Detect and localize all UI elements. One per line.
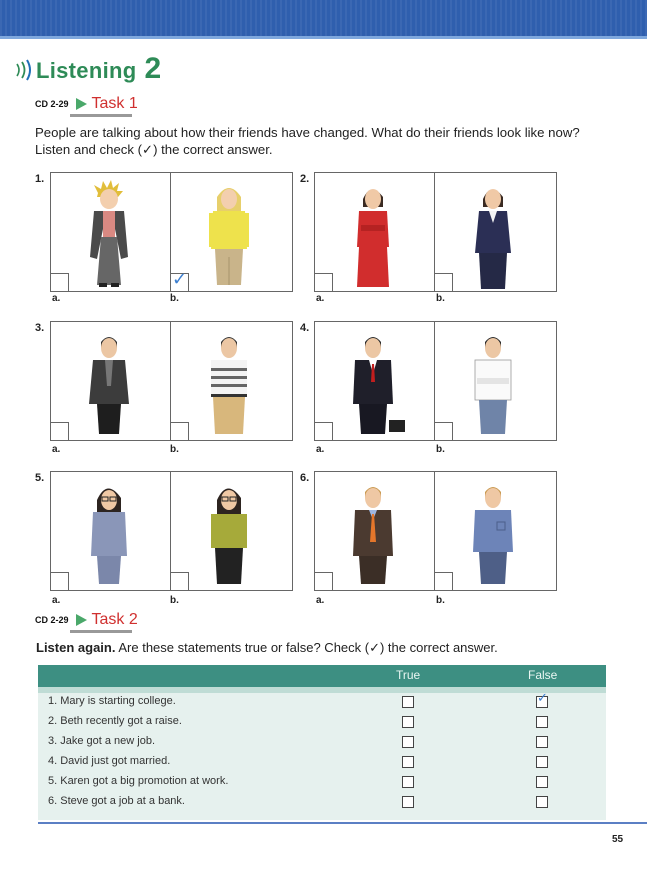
item-number: 5. [35,472,45,484]
true-checkbox[interactable] [402,696,414,708]
statement-row: 3. Jake got a new job. [48,735,156,747]
false-checkbox[interactable] [536,691,548,708]
section-number: 2 [144,52,162,85]
option-label-b: b. [170,595,179,606]
picture-pair-3 [50,321,293,441]
true-false-table [38,665,606,820]
cd-track-label: CD 2-29 [35,615,69,625]
item-number: 2. [300,173,310,185]
answer-checkbox-b[interactable] [434,422,453,441]
task1-instructions: People are talking about how their friends have changed. What do their friends look like now? Listen and check (✓) the correct answer. [35,125,580,157]
cd-track-label: CD 2-29 [35,99,69,109]
sound-waves-icon [14,59,34,81]
task2-title: Task 2 [91,611,138,628]
option-label-b: b. [436,595,445,606]
check-mark-icon: ✓ [172,269,188,290]
item-number: 6. [300,472,310,484]
false-checkbox[interactable] [536,796,548,808]
picture-pair-5 [50,471,293,591]
column-header-false: False [528,668,558,682]
item-number: 1. [35,173,45,185]
task2-instructions [36,640,498,656]
statement-row: 2. Beth recently got a raise. [48,715,182,727]
task2-instruction-bold: Listen again. [36,640,116,655]
picture-pair-6 [314,471,557,591]
option-label-a: a. [316,293,325,304]
answer-checkbox-a[interactable] [314,422,333,441]
top-banner [0,0,647,36]
statement-row: 5. Karen got a big promotion at work. [48,775,229,787]
bottom-rule [38,822,647,824]
task2-underline [70,630,132,633]
top-banner-line [0,36,647,39]
item-number: 4. [300,322,310,334]
statement-row: 1. Mary is starting college. [48,695,176,707]
answer-checkbox-a[interactable] [314,572,333,591]
statement-row: 6. Steve got a job at a bank. [48,795,185,807]
task1-title: Task 1 [91,95,138,112]
statement-row: 4. David just got married. [48,755,171,767]
table-header-band [38,687,606,693]
option-label-a: a. [316,595,325,606]
option-label-a: a. [52,444,61,455]
picture-pair-1 [50,172,293,292]
task2-heading [35,611,138,629]
section-title: Listening [36,58,137,83]
answer-checkbox-b[interactable] [170,572,189,591]
option-label-b: b. [436,293,445,304]
true-checkbox[interactable] [402,716,414,728]
false-checkbox[interactable] [536,716,548,728]
option-label-b: b. [436,444,445,455]
answer-checkbox-b[interactable] [434,572,453,591]
true-checkbox[interactable] [402,796,414,808]
option-label-b: b. [170,293,179,304]
column-header-true: True [396,668,421,682]
answer-checkbox-a[interactable] [50,422,69,441]
false-checkbox[interactable] [536,736,548,748]
option-label-a: a. [52,595,61,606]
table-header [38,665,606,687]
option-label-a: a. [52,293,61,304]
true-checkbox[interactable] [402,736,414,748]
picture-pair-4 [314,321,557,441]
section-heading [14,52,161,86]
answer-checkbox-a[interactable] [50,273,69,292]
answer-checkbox-a[interactable] [314,273,333,292]
play-triangle-icon [75,98,87,110]
answer-checkbox-a[interactable] [50,572,69,591]
check-mark-icon: ✓ [537,691,548,706]
answer-checkbox-b[interactable] [170,422,189,441]
task1-heading [35,95,138,113]
false-checkbox[interactable] [536,756,548,768]
answer-checkbox-b[interactable] [434,273,453,292]
item-number: 3. [35,322,45,334]
true-checkbox[interactable] [402,776,414,788]
task1-underline [70,114,132,117]
option-label-b: b. [170,444,179,455]
play-triangle-icon [75,614,87,626]
page-number: 55 [612,834,624,845]
option-label-a: a. [316,444,325,455]
true-checkbox[interactable] [402,756,414,768]
task2-instruction-text: Are these statements true or false? Check (✓) the correct answer. [115,640,498,655]
answer-checkbox-b[interactable] [170,269,189,292]
picture-pair-2 [314,172,557,292]
false-checkbox[interactable] [536,776,548,788]
